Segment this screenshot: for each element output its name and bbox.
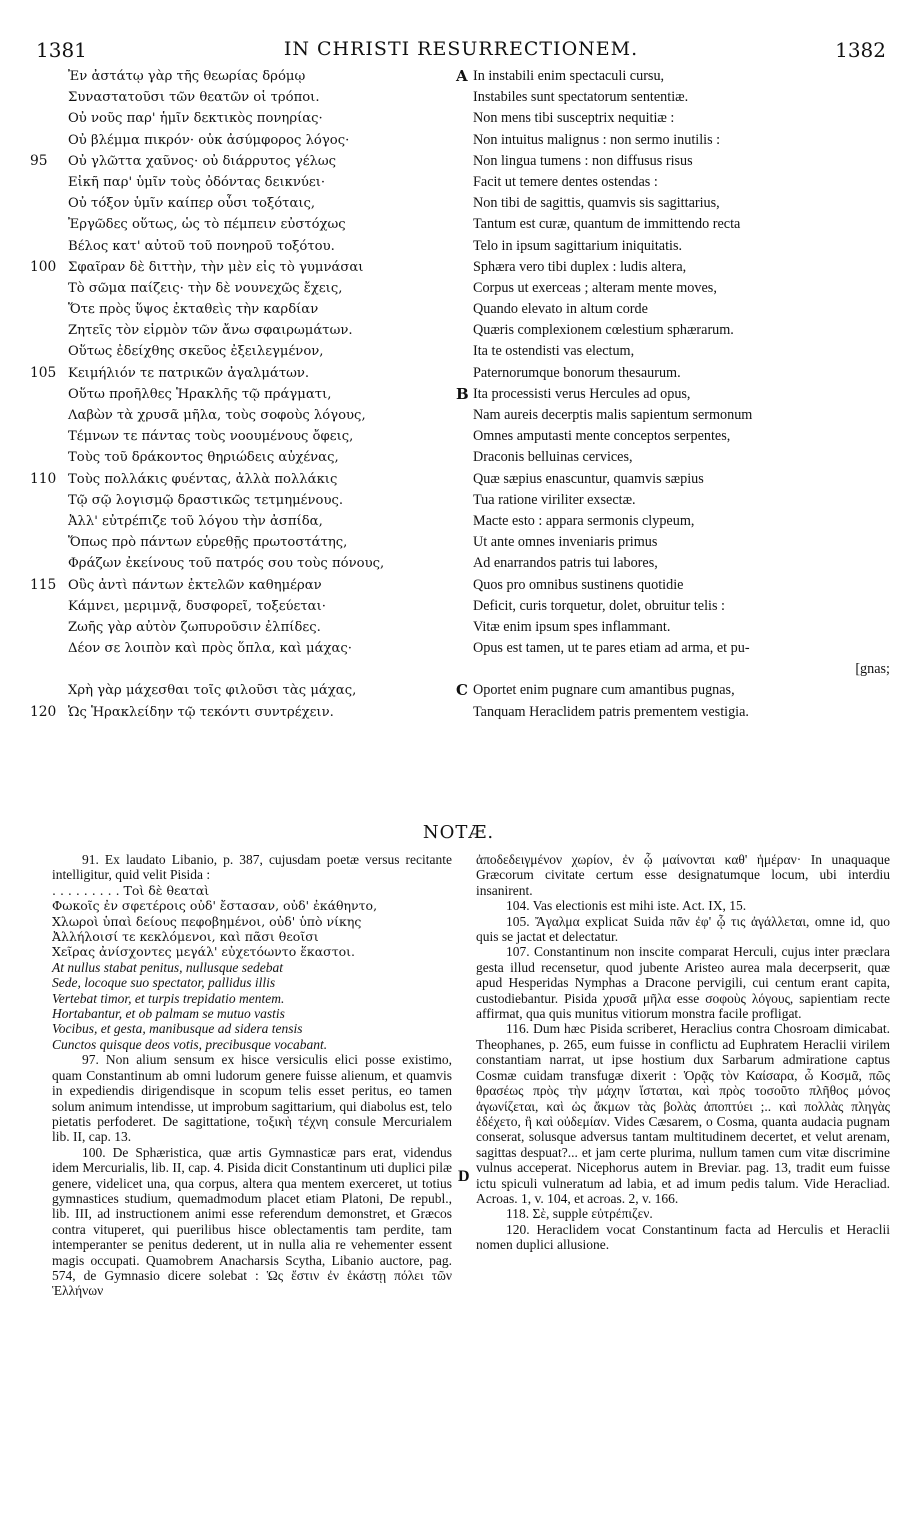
latin-verse: Quæ sæpius enascuntur, quamvis sæpius <box>473 470 704 487</box>
latin-verse: Ut ante omnes inveniaris primus <box>473 534 658 551</box>
note-paragraph: 105. Ἄγαλμα explicat Suida πᾶν ἐφ' ᾧ τις ἀγάλλεται, omne id, quo quis se jactat et delectatur. <box>476 913 890 945</box>
latin-quote-line: Hortabantur, et ob palmam se mutuo vastis <box>52 1006 285 1022</box>
greek-verse: Βέλος κατ' αὐτοῦ τοῦ πονηροῦ τοξότου. <box>68 238 335 254</box>
greek-verse: Συναστατοῦσι τῶν θεατῶν οἱ τρόποι. <box>68 90 320 106</box>
latin-verse: Ita te ostendisti vas electum, <box>473 343 635 360</box>
verse-number: 105 <box>30 364 57 381</box>
greek-verse: Δέον σε λοιπὸν καὶ πρὸς ὅπλα, καὶ μάχας· <box>68 641 352 657</box>
latin-verse: In instabili enim spectaculi cursu, <box>473 68 665 84</box>
verse-line <box>30 469 890 490</box>
greek-verse: Φράζων ἐκείνους τοῦ πατρός σου τοὺς πόνους, <box>68 556 385 572</box>
latin-verse: Opus est tamen, ut te pares etiam ad arma, et pu- <box>473 640 750 657</box>
note-paragraph: 107. Constantinum non inscite comparat Herculi, cujus inter præclara gesta illud recensetur, quod jubente Aristeo aurea mala decerpserit, quæ apud Hesperidas Nymphas a Dracone pervigili, cui centum erant capita, custodiebantur. Pisida χρυσᾶ μῆλα esse σοφοὺς λόγους, sapientiam recte affirmat, qua quis munitus vitiorum monstra facile profligat. <box>476 944 890 1022</box>
verse-line <box>30 257 890 278</box>
greek-verse: Ὅπως πρὸ πάντων εὑρεθῇς πρωτοστάτης, <box>68 535 348 551</box>
note-paragraph: 100. De Sphæristica, quæ artis Gymnasticæ pars erat, videndus idem Mercurialis, lib. II, cap. 4. Pisida dicit Constantinum uti duplici pilæ genere, videlicet una, qua corpus, altera qua mentem exerceret, ut totius gymnastices studium, quemadmodum placet etiam Platoni, De republ., lib. III, ad instructionem animi esse referendum demonstret, et Græcos contra vituperet, qui puerilibus hisce oblectamentis tam perdite, tam intemperanter se penitus dederent, ut in nulla alia re vehementer essent magis occupati. Quamobrem Anacharsis Scytha, Libanio auctore, pag. 574, de Gymnasio dicere solebat : Ὡς ἔστιν ἐν ἑκάστῃ πόλει τῶν Ἑλλήνων <box>52 1144 452 1299</box>
verse-line <box>30 680 890 701</box>
greek-quote-line: Φωκοῖς ἐν σφετέροις οὐδ' ἔστασαν, οὐδ' ἐκάθηντο, <box>52 898 378 914</box>
verse-line <box>30 490 890 511</box>
note-paragraph: 91. Ex laudato Libanio, p. 387, cujusdam poetæ versus recitante intelligitur, quid velit Pisida : <box>52 852 452 883</box>
verse-line <box>30 66 890 87</box>
verse-section <box>30 66 890 723</box>
latin-verse: Quando elevato in altum corde <box>473 301 648 318</box>
verse-line <box>30 384 890 405</box>
latin-quote-line: Sede, locoque suo spectator, pallidus illis <box>52 975 276 991</box>
verse-line <box>30 341 890 362</box>
latin-verse: Deficit, curis torquetur, dolet, obruitur telis : <box>473 597 725 614</box>
section-marker-d: D <box>458 1168 470 1185</box>
verse-line <box>30 511 890 532</box>
latin-verse: Tanquam Heraclidem patris prementem vestigia. <box>473 703 749 720</box>
verse-line <box>30 151 890 172</box>
verse-line <box>30 405 890 426</box>
verse-line <box>30 617 890 638</box>
greek-verse: Ἐργῶδες οὕτως, ὡς τὸ πέμπειν εὐστόχως <box>68 217 346 233</box>
note-paragraph: 118. Σὲ, supple εὐτρέπιζεν. <box>506 1206 653 1222</box>
latin-verse: Draconis belluinas cervices, <box>473 449 633 466</box>
latin-quote-line: Vertebat timor, et turpis trepidatio mentem. <box>52 990 285 1006</box>
latin-verse: Paternorumque bonorum thesaurum. <box>473 364 681 381</box>
greek-verse: Ἀλλ' εὐτρέπιζε τοῦ λόγου τὴν ἀσπίδα, <box>68 513 323 529</box>
page-number-right: 1382 <box>835 38 886 62</box>
verse-line <box>30 130 890 151</box>
latin-verse: Corpus ut exerceas ; alteram mente moves, <box>473 279 717 296</box>
note-paragraph: 97. Non alium sensum ex hisce versiculis elici posse existimo, quam Constantinum ab omni ludorum genere fuisse alienum, et quamvis in expediendis dirigendisque in scopum telis esset peritus, eo tamen solum animum intendisse, ut improbum sagittarium, qui diabolus est, telo pietatis perfoderet. De sagittatione, τοξικὴ τέχνη consule Mercurialem lib. II, cap. 13. <box>52 1052 452 1145</box>
latin-verse: Oportet enim pugnare cum amantibus pugnas, <box>473 682 735 699</box>
notes-column-right <box>476 852 890 1253</box>
latin-verse: Omnes amputasti mente conceptos serpentes, <box>473 428 731 445</box>
greek-verse: Κάμνει, μεριμνᾷ, δυσφορεῖ, τοξεύεται· <box>68 598 326 614</box>
verse-line <box>30 299 890 320</box>
latin-verse: Ita processisti verus Hercules ad opus, <box>473 385 691 402</box>
greek-verse: Εἰκῆ παρ' ὑμῖν τοὺς ὀδόντας δεικνύει· <box>68 174 326 190</box>
verse-line <box>30 659 890 680</box>
section-marker: C <box>456 681 468 700</box>
notes-column-left <box>52 852 452 1299</box>
note-paragraph: 120. Heraclidem vocat Constantinum facta ad Herculis et Heraclii nomen duplici allusione. <box>476 1221 890 1253</box>
latin-verse: Non tibi de sagittis, quamvis sis sagittarius, <box>473 195 720 212</box>
greek-quote-line: . . . . . . . . . Τοὶ δὲ θεαταὶ <box>52 882 210 898</box>
verse-line <box>30 278 890 299</box>
greek-verse: Τὸ σῶμα παίζεις· τὴν δὲ νουνεχῶς ἔχεις, <box>68 280 343 296</box>
verse-number: 120 <box>30 703 57 720</box>
verse-number: 100 <box>30 258 57 275</box>
greek-verse: Οὐ βλέμμα πικρόν· οὐκ ἀσύμφορος λόγος· <box>68 132 350 148</box>
latin-verse: Sphæra vero tibi duplex : ludis altera, <box>473 258 687 275</box>
running-title: IN CHRISTI RESURRECTIONEM. <box>283 38 639 60</box>
latin-verse: Vitæ enim ipsum spes inflammant. <box>473 618 671 635</box>
latin-verse: Non lingua tumens : non diffusus risus <box>473 152 693 169</box>
page-header <box>36 38 886 62</box>
latin-verse: Tantum est curæ, quantum de immittendo recta <box>473 216 741 233</box>
greek-verse: Οὕτως ἐδείχθης σκεῦος ἐξειλεγμένον, <box>68 344 324 360</box>
verse-line <box>30 575 890 596</box>
latin-verse: Tua ratione viriliter exsectæ. <box>473 491 636 508</box>
greek-verse: Οὕτω προῆλθες Ἡρακλῆς τῷ πράγματι, <box>68 386 332 402</box>
verse-line <box>30 193 890 214</box>
greek-verse: Ζητεῖς τὸν εἱρμὸν τῶν ἄνω σφαιρωμάτων. <box>68 323 353 339</box>
note-paragraph: ἀποδεδειγμένον χωρίον, ἐν ᾧ μαίνονται καθ' ἡμέραν· In unaquaque Græcorum civitate certum esse designatumque locum, ubi interdiu insanirent. <box>476 852 890 898</box>
greek-verse: Τοὺς πολλάκις φυέντας, ἀλλὰ πολλάκις <box>68 471 338 487</box>
greek-quote-line: Χλωροὶ ὑπαὶ δείους πεφοβημένοι, οὐδ' ὑπὸ νίκης <box>52 913 362 929</box>
latin-verse: Quæris complexionem cœlestium sphærarum. <box>473 322 734 339</box>
verse-line <box>30 596 890 617</box>
verse-line <box>30 447 890 468</box>
latin-verse: Quos pro omnibus sustinens quotidie <box>473 576 684 593</box>
latin-verse: Non mens tibi susceptrix nequitiæ : <box>473 110 675 127</box>
latin-verse: Nam aureis decerptis malis sapientum sermonum <box>473 407 753 423</box>
section-marker: A <box>456 67 468 85</box>
latin-quote-line: At nullus stabat penitus, nullusque sedebat <box>52 959 283 975</box>
latin-verse: Ad enarrandos patris tui labores, <box>473 555 658 572</box>
notes-heading: NOTÆ. <box>422 822 495 843</box>
verse-line <box>30 702 890 723</box>
greek-verse: Κειμήλιόν τε πατρικῶν ἀγαλμάτων. <box>68 365 310 381</box>
verse-number: 95 <box>30 152 48 169</box>
greek-verse: Οὐ νοῦς παρ' ἡμῖν δεκτικὸς πονηρίας· <box>68 111 323 127</box>
note-paragraph: 116. Dum hæc Pisida scriberet, Heraclius contra Chosroam dimicabat. Theophanes, p. 265, eum fuisse in conflictu ad Euphratem Heraclii virilem constantiam narrat, ut ipse hostium dux Sarbarum admiratione captus Cosmæ cuidam transfugæ dixerit : Ὁρᾷς τὸν Καίσαρα, ὦ Κοσμᾶ, πῶς θρασέως πρὸς τὴν μάχην ἵσταται, καὶ πρὸς τοσοῦτο πλῆθος μόνος ἀγωνίζεται, καὶ ὡς ἄκμων τὰς βολὰς ἀποπτύει ;.. καὶ πολλὰς πληγὰς ἐδέχετο, ἢ καὶ οὐδεμίαν. Vides Cæsarem, o Cosma, quanta audacia pugnam conserat, solusque adversus tantam multitudinem decertet, et velut arenam, sagittas despuat?... et jam certe plurima, nullum tamen cum vitæ discrimine vulnus acceperat. Nicephorus autem in Breviar. pag. 13, tradit eum fuisse ictu spiculi vulneratum ad labia, et ad imum pedis talum. Vide Heracliad. Acroas. 1, v. 104, et acroas. 2, v. 166. <box>476 1021 890 1206</box>
verse-line <box>30 320 890 341</box>
verse-line <box>30 553 890 574</box>
greek-verse: Ὡς Ἡρακλείδην τῷ τεκόντι συντρέχειν. <box>68 704 334 720</box>
latin-quote-line: Cunctos quisque deos votis, precibusque vocabant. <box>52 1036 328 1052</box>
verse-line <box>30 214 890 235</box>
greek-verse: Οὓς ἀντὶ πάντων ἐκτελῶν καθημέραν <box>68 577 322 593</box>
greek-verse: Λαβὼν τὰ χρυσᾶ μῆλα, τοὺς σοφοὺς λόγους, <box>68 408 366 423</box>
verse-number: 115 <box>30 576 57 593</box>
latin-verse: Telo in ipsum sagittarium iniquitatis. <box>473 237 683 254</box>
verse-line <box>30 426 890 447</box>
verse-line <box>30 236 890 257</box>
verse-line <box>30 638 890 659</box>
verse-line <box>30 172 890 193</box>
section-marker: B <box>456 384 469 403</box>
latin-verse-continuation: [gnas; <box>855 661 890 678</box>
latin-verse: Instabiles sunt spectatorum sententiæ. <box>473 89 689 106</box>
greek-verse: Οὐ γλῶττα χαῦνος· οὐ διάρρυτος γέλως <box>68 153 337 169</box>
verse-line <box>30 532 890 553</box>
latin-verse: Macte esto : appara sermonis clypeum, <box>473 512 695 529</box>
verse-line <box>30 108 890 129</box>
greek-verse: Τοὺς τοῦ δράκοντος θηριώδεις αὐχένας, <box>68 450 339 466</box>
latin-verse: Facit ut temere dentes ostendas : <box>473 173 658 190</box>
latin-quote-line: Vocibus, et gesta, manibusque ad sidera tensis <box>52 1021 303 1037</box>
greek-verse: Οὐ τόξον ὑμῖν καίπερ οὖσι τοξόταις, <box>68 196 316 212</box>
verse-number: 110 <box>30 470 57 487</box>
greek-quote-line: Ἀλλήλοισί τε κεκλόμενοι, καὶ πᾶσι θεοῖσι <box>52 929 319 945</box>
greek-quote-line: Χεῖρας ἀνίσχοντες μεγάλ' εὐχετόωντο ἕκαστοι. <box>52 944 356 960</box>
note-paragraph: 104. Vas electionis est mihi iste. Act. IX, 15. <box>506 898 747 914</box>
verse-line <box>30 87 890 108</box>
page-number-left: 1381 <box>36 38 87 62</box>
greek-verse: Χρὴ γὰρ μάχεσθαι τοῖς φιλοῦσι τὰς μάχας, <box>68 683 357 699</box>
greek-verse: Ὅτε πρὸς ὕψος ἐκταθεὶς τὴν καρδίαν <box>68 302 319 318</box>
latin-verse: Non intuitus malignus : non sermo inutilis : <box>473 131 721 148</box>
greek-verse: Ἐν ἀστάτῳ γὰρ τῆς θεωρίας δρόμῳ <box>68 69 306 84</box>
greek-verse: Τέμνων τε πάντας τοὺς νοουμένους ὄφεις, <box>68 429 354 445</box>
greek-verse: Σφαῖραν δὲ διττὴν, τὴν μὲν εἰς τὸ γυμνάσαι <box>68 259 364 275</box>
greek-verse: Ζωῆς γὰρ αὐτὸν ζωπυροῦσιν ἐλπίδες. <box>68 619 321 635</box>
verse-line <box>30 363 890 384</box>
greek-verse: Τῷ σῷ λογισμῷ δραστικῶς τετμημένους. <box>68 492 344 508</box>
